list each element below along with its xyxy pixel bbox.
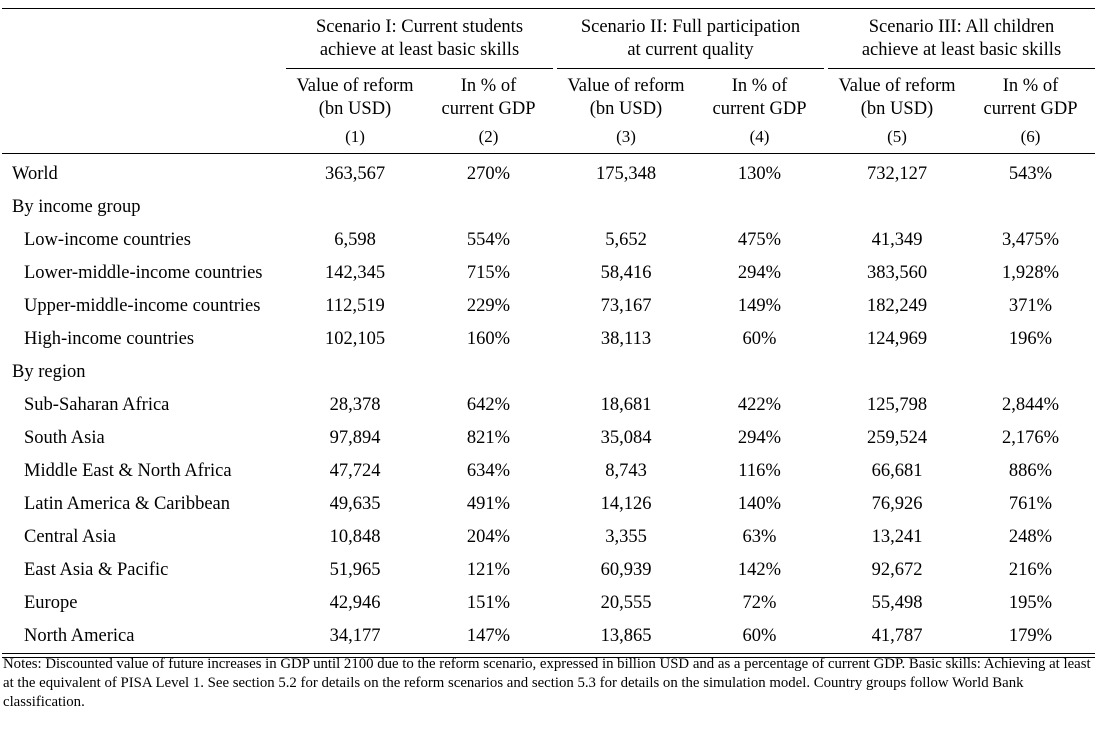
- pct-cell: 634%: [466, 461, 511, 481]
- value-cell: 35,084: [600, 428, 652, 448]
- row-label: Low-income countries: [24, 230, 191, 250]
- pct-cell: 160%: [466, 329, 511, 349]
- pct-cell: 294%: [737, 263, 782, 283]
- pct-cell: 229%: [466, 296, 511, 316]
- pct-head-line2: current GDP: [712, 99, 807, 119]
- section-label: By region: [12, 362, 86, 382]
- value-cell: 20,555: [600, 593, 652, 613]
- pct-cell: 151%: [466, 593, 511, 613]
- col-header-pct: [424, 73, 553, 121]
- value-head-line2: (bn USD): [589, 99, 663, 119]
- row-label: Upper-middle-income countries: [24, 296, 261, 316]
- pct-cell: 216%: [1008, 560, 1053, 580]
- row-label: Latin America & Caribbean: [24, 494, 230, 514]
- col-header-pct: [695, 73, 824, 121]
- value-cell: 182,249: [866, 296, 928, 316]
- value-cell: 10,848: [329, 527, 381, 547]
- pct-cell: 1,928%: [1001, 263, 1060, 283]
- row-label: Central Asia: [24, 527, 116, 547]
- pct-cell: 294%: [737, 428, 782, 448]
- value-cell: 383,560: [866, 263, 928, 283]
- value-cell: 76,926: [871, 494, 923, 514]
- value-cell: 66,681: [871, 461, 923, 481]
- pct-cell: 130%: [737, 164, 782, 184]
- pct-cell: 2,176%: [1001, 428, 1060, 448]
- pct-cell: 715%: [466, 263, 511, 283]
- col-number: (6): [966, 121, 1095, 154]
- value-cell: 60,939: [600, 560, 652, 580]
- value-cell: 125,798: [866, 395, 928, 415]
- pct-head-line1: In % of: [1002, 76, 1059, 96]
- value-head-line1: Value of reform: [838, 76, 956, 96]
- pct-cell: 116%: [738, 461, 781, 481]
- value-cell: 102,105: [324, 329, 386, 349]
- pct-cell: 142%: [737, 560, 782, 580]
- value-cell: 6,598: [334, 230, 376, 250]
- col-header-value: [828, 73, 966, 121]
- value-cell: 38,113: [600, 329, 652, 349]
- value-cell: 42,946: [329, 593, 381, 613]
- col-number: (5): [828, 121, 966, 154]
- row-label: East Asia & Pacific: [24, 560, 169, 580]
- value-cell: 97,894: [329, 428, 381, 448]
- value-cell: 142,345: [324, 263, 386, 283]
- value-cell: 34,177: [286, 620, 424, 654]
- pct-cell: 821%: [466, 428, 511, 448]
- scenario-2-header: [557, 9, 824, 73]
- row-label: Lower-middle-income countries: [24, 263, 263, 283]
- row-label: Sub-Saharan Africa: [24, 395, 170, 415]
- scenario-header-row: [2, 9, 1095, 73]
- value-cell: 18,681: [600, 395, 652, 415]
- table-row: [2, 323, 1095, 356]
- value-cell: 124,969: [866, 329, 928, 349]
- scenario-2-title-line1: Scenario II: Full participation: [580, 17, 801, 37]
- table-row: [2, 154, 1095, 192]
- value-cell: 5,652: [605, 230, 647, 250]
- pct-cell: 60%: [695, 620, 824, 654]
- pct-cell: 248%: [1008, 527, 1053, 547]
- pct-cell: 475%: [737, 230, 782, 250]
- pct-cell: 60%: [742, 329, 777, 349]
- value-head-line1: Value of reform: [567, 76, 685, 96]
- pct-cell: 761%: [1008, 494, 1053, 514]
- pct-cell: 149%: [737, 296, 782, 316]
- table-row: [2, 488, 1095, 521]
- pct-cell: 2,844%: [1001, 395, 1060, 415]
- pct-cell: 554%: [466, 230, 511, 250]
- value-cell: 73,167: [600, 296, 652, 316]
- pct-cell: 195%: [1008, 593, 1053, 613]
- table-body: [2, 154, 1095, 658]
- col-number: (4): [695, 121, 824, 154]
- column-number-row: [2, 121, 1095, 154]
- table-row: [2, 422, 1095, 455]
- pct-cell: 543%: [1008, 164, 1053, 184]
- row-label: World: [12, 164, 58, 184]
- scenario-3-title-line2: achieve at least basic skills: [861, 40, 1062, 60]
- scenario-3-header: [828, 9, 1095, 73]
- pct-cell: 3,475%: [1001, 230, 1060, 250]
- value-cell: 13,241: [871, 527, 923, 547]
- col-header-value: [286, 73, 424, 121]
- value-cell: 8,743: [605, 461, 647, 481]
- pct-cell: 371%: [1008, 296, 1053, 316]
- col-number: (3): [557, 121, 695, 154]
- pct-cell: 179%: [966, 620, 1095, 654]
- value-cell: 47,724: [329, 461, 381, 481]
- value-cell: 363,567: [324, 164, 386, 184]
- row-label: High-income countries: [24, 329, 195, 349]
- table-row: [2, 455, 1095, 488]
- value-cell: 55,498: [871, 593, 923, 613]
- scenario-1-title-line1: Scenario I: Current students: [315, 17, 524, 37]
- table-row: [2, 587, 1095, 620]
- col-number: (1): [286, 121, 424, 154]
- pct-head-line1: In % of: [460, 76, 517, 96]
- pct-cell: 422%: [737, 395, 782, 415]
- value-cell: 259,524: [866, 428, 928, 448]
- value-cell: 51,965: [329, 560, 381, 580]
- value-cell: 732,127: [866, 164, 928, 184]
- pct-cell: 196%: [1008, 329, 1053, 349]
- value-head-line2: (bn USD): [318, 99, 392, 119]
- table-row: [2, 554, 1095, 587]
- row-label: Europe: [24, 593, 78, 613]
- section-header-row: [2, 191, 1095, 224]
- col-header-value: [557, 73, 695, 121]
- reform-value-table: [2, 8, 1095, 658]
- pct-cell: 147%: [424, 620, 553, 654]
- section-header-row: [2, 356, 1095, 389]
- pct-cell: 642%: [466, 395, 511, 415]
- value-cell: 112,519: [325, 296, 385, 316]
- row-label: Middle East & North Africa: [24, 461, 232, 481]
- value-cell: 92,672: [871, 560, 923, 580]
- pct-cell: 270%: [466, 164, 511, 184]
- table-row: [2, 389, 1095, 422]
- results-table-container: [0, 8, 1110, 658]
- table-row: [2, 521, 1095, 554]
- pct-cell: 886%: [1008, 461, 1053, 481]
- table-notes: Notes: Discounted value of future increases in GDP until 2100 due to the reform scenario, expressed in billion USD and as a percentage of current GDP. Basic skills: Achieving at least at the equivalent of PISA Level 1. See section 5.2 for details on the reform scenarios and section 5.3 for details on the simulation model. Country groups follow World Bank classification.: [3, 656, 1091, 710]
- value-cell: 13,865: [557, 620, 695, 654]
- scenario-3-title-line1: Scenario III: All children: [868, 17, 1055, 37]
- value-cell: 175,348: [595, 164, 657, 184]
- value-head-line1: Value of reform: [296, 76, 414, 96]
- pct-cell: 140%: [737, 494, 782, 514]
- value-cell: 28,378: [329, 395, 381, 415]
- col-number: (2): [424, 121, 553, 154]
- value-cell: 14,126: [600, 494, 652, 514]
- scenario-2-title-line2: at current quality: [627, 40, 754, 60]
- pct-head-line2: current GDP: [441, 99, 536, 119]
- value-head-line2: (bn USD): [860, 99, 934, 119]
- row-label: South Asia: [24, 428, 105, 448]
- value-cell: 41,787: [828, 620, 966, 654]
- column-header-row: [2, 73, 1095, 121]
- value-cell: 49,635: [329, 494, 381, 514]
- section-label: By income group: [12, 197, 141, 217]
- scenario-1-title-line2: achieve at least basic skills: [319, 40, 520, 60]
- pct-head-line2: current GDP: [983, 99, 1078, 119]
- scenario-1-header: [286, 9, 553, 73]
- pct-cell: 204%: [466, 527, 511, 547]
- row-label: North America: [2, 620, 286, 654]
- col-header-pct: [966, 73, 1095, 121]
- table-row: [2, 290, 1095, 323]
- pct-cell: 491%: [466, 494, 511, 514]
- value-cell: 3,355: [605, 527, 647, 547]
- table-row: [2, 257, 1095, 290]
- value-cell: 58,416: [600, 263, 652, 283]
- table-row: [2, 224, 1095, 257]
- pct-head-line1: In % of: [731, 76, 788, 96]
- pct-cell: 121%: [466, 560, 511, 580]
- value-cell: 41,349: [871, 230, 923, 250]
- pct-cell: 63%: [742, 527, 777, 547]
- table-row: [2, 620, 1095, 654]
- pct-cell: 72%: [742, 593, 777, 613]
